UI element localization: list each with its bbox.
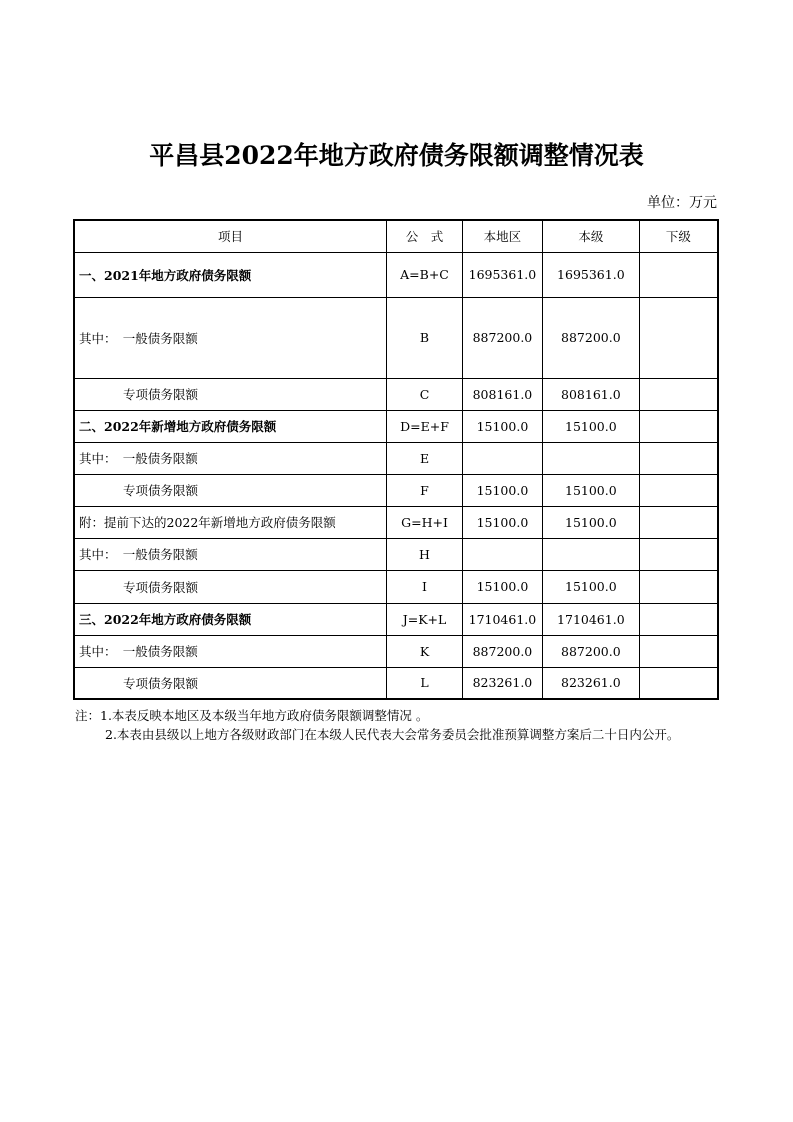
row-local: 823261.0 [462, 667, 542, 699]
page-title: 平昌县2022年地方政府债务限额调整情况表 [149, 141, 644, 170]
row-lower [639, 506, 718, 538]
row-lower [639, 252, 718, 297]
row-formula: J=K+L [387, 603, 463, 635]
table-row [74, 378, 718, 410]
row-level: 15100.0 [542, 570, 639, 603]
table-header [74, 220, 718, 252]
row-label: 专项债务限额 [74, 378, 387, 410]
row-lower [639, 297, 718, 378]
row-local [462, 538, 542, 570]
row-formula: L [387, 667, 463, 699]
header-item: 项目 [74, 220, 387, 252]
row-lower [639, 410, 718, 442]
row-lower [639, 474, 718, 506]
row-label: 三、2022年地方政府债务限额 [74, 603, 387, 635]
debt-limit-table [73, 219, 719, 700]
row-formula: D=E+F [387, 410, 463, 442]
row-level: 15100.0 [542, 506, 639, 538]
table-row [74, 538, 718, 570]
row-lower [639, 635, 718, 667]
row-formula: I [387, 570, 463, 603]
row-lower [639, 570, 718, 603]
row-local: 1710461.0 [462, 603, 542, 635]
row-formula: E [387, 442, 463, 474]
table-row [74, 635, 718, 667]
row-label: 专项债务限额 [74, 667, 387, 699]
row-formula: H [387, 538, 463, 570]
row-formula: K [387, 635, 463, 667]
header-lower: 下级 [639, 220, 718, 252]
row-label: 一、2021年地方政府债务限额 [74, 252, 387, 297]
row-level: 808161.0 [542, 378, 639, 410]
row-level: 15100.0 [542, 474, 639, 506]
table-row [74, 506, 718, 538]
note-1: 注：1.本表反映本地区及本级当年地方政府债务限额调整情况 。 [75, 708, 429, 723]
header-formula: 公 式 [387, 220, 463, 252]
table-row [74, 667, 718, 699]
row-level: 1710461.0 [542, 603, 639, 635]
table-row [74, 410, 718, 442]
row-level: 1695361.0 [542, 252, 639, 297]
row-label: 专项债务限额 [74, 474, 387, 506]
row-local: 15100.0 [462, 474, 542, 506]
row-local: 15100.0 [462, 506, 542, 538]
row-lower [639, 378, 718, 410]
header-level: 本级 [542, 220, 639, 252]
row-label: 其中： 一般债务限额 [74, 635, 387, 667]
row-formula: F [387, 474, 463, 506]
row-formula: G=H+I [387, 506, 463, 538]
row-local: 1695361.0 [462, 252, 542, 297]
table-row [74, 570, 718, 603]
row-local: 15100.0 [462, 410, 542, 442]
row-local [462, 442, 542, 474]
table-row [74, 252, 718, 297]
notes [75, 706, 725, 744]
row-label: 其中： 一般债务限额 [74, 442, 387, 474]
row-local: 808161.0 [462, 378, 542, 410]
note-2: 2.本表由县级以上地方各级财政部门在本级人民代表大会常务委员会批准预算调整方案后二十日内公开。 [105, 727, 680, 742]
table-row [74, 603, 718, 635]
row-level [542, 538, 639, 570]
row-lower [639, 667, 718, 699]
table-row [74, 297, 718, 378]
row-formula: A=B+C [387, 252, 463, 297]
row-label: 二、2022年新增地方政府债务限额 [74, 410, 387, 442]
row-level: 887200.0 [542, 635, 639, 667]
row-level: 823261.0 [542, 667, 639, 699]
row-lower [639, 538, 718, 570]
row-label: 其中： 一般债务限额 [74, 297, 387, 378]
row-level [542, 442, 639, 474]
header-local: 本地区 [462, 220, 542, 252]
row-local: 887200.0 [462, 297, 542, 378]
row-formula: B [387, 297, 463, 378]
row-local: 15100.0 [462, 570, 542, 603]
row-label: 专项债务限额 [74, 570, 387, 603]
row-lower [639, 603, 718, 635]
table-row [74, 442, 718, 474]
table-row [74, 474, 718, 506]
row-level: 887200.0 [542, 297, 639, 378]
row-label: 其中： 一般债务限额 [74, 538, 387, 570]
row-label: 附：提前下达的2022年新增地方政府债务限额 [74, 506, 387, 538]
row-local: 887200.0 [462, 635, 542, 667]
unit-label: 单位：万元 [647, 195, 717, 211]
row-formula: C [387, 378, 463, 410]
row-lower [639, 442, 718, 474]
row-level: 15100.0 [542, 410, 639, 442]
